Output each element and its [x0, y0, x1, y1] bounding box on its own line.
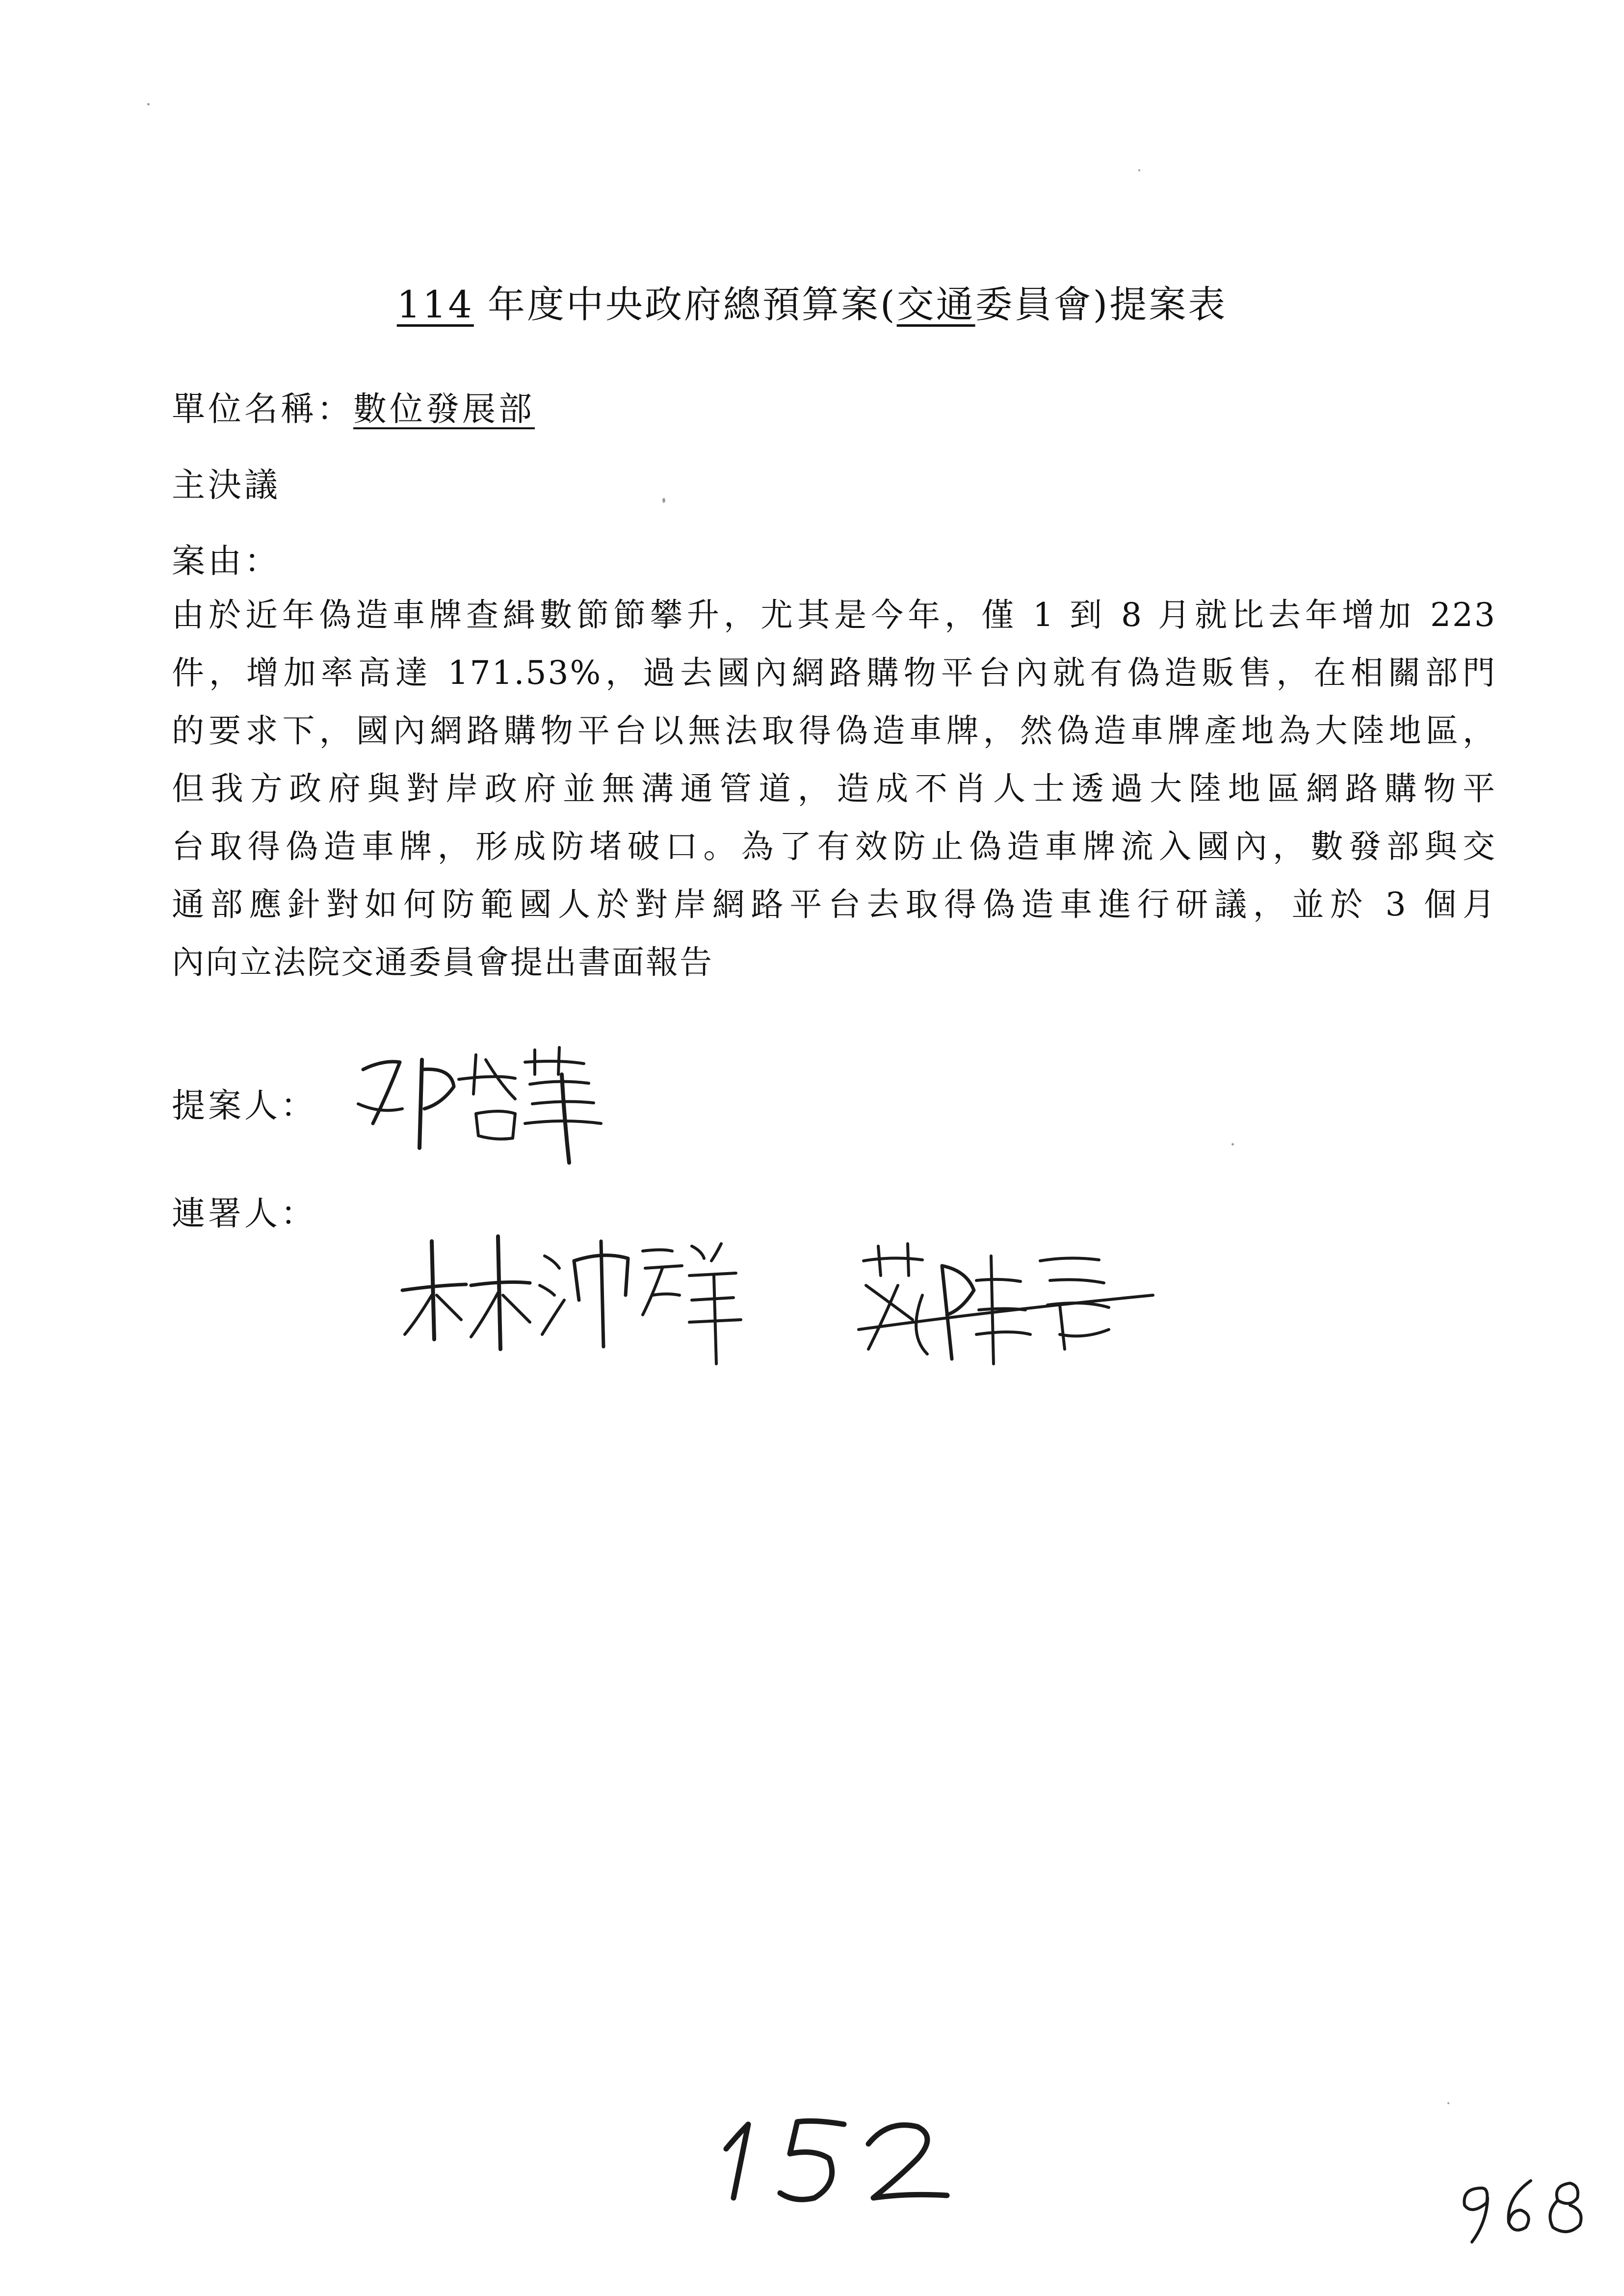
reason-line: 通部應針對如何防範國人於對岸網路平台去取得偽造車進行研議，並於 3 個月 — [172, 886, 1496, 923]
reason-line: 台取得偽造車牌，形成防堵破口。為了有效防止偽造車牌流入國內，數發部與交 — [172, 828, 1496, 865]
cosigner-signature-2 — [854, 1236, 1158, 1374]
title-year: 114 — [396, 283, 474, 326]
unit-value: 數位發展部 — [353, 390, 535, 429]
reason-label: 案由： — [172, 542, 281, 581]
reason-line: 件，增加率高達 171.53%，過去國內網路購物平台內就有偽造販售，在相關部門 — [172, 654, 1496, 692]
scan-speck — [662, 498, 665, 503]
scan-speck — [1447, 2102, 1449, 2104]
reason-body — [172, 586, 1496, 991]
reason-line: 的要求下，國內網路購物平台以無法取得偽造車牌，然偽造車牌產地為大陸地區， — [172, 712, 1496, 750]
corner-number-mark — [1452, 2168, 1599, 2247]
decision-label: 主決議 — [172, 466, 281, 505]
page-number-mark — [711, 2105, 957, 2213]
proposer-signature — [353, 1040, 608, 1168]
cosigner-signature-1 — [397, 1222, 751, 1369]
title-mid: 年度中央政府總預算案( — [473, 283, 897, 326]
proposer-label: 提案人： — [172, 1087, 317, 1125]
title-committee: 交通 — [896, 283, 975, 326]
unit-label: 單位名稱： — [172, 390, 354, 429]
reason-line: 內向立法院交通委員會提出書面報告 — [172, 943, 713, 981]
scan-speck — [147, 103, 150, 105]
title-end: 委員會)提案表 — [975, 283, 1228, 326]
unit-line — [172, 383, 535, 430]
page-title — [0, 275, 1624, 328]
reason-line: 由於近年偽造車牌查緝數節節攀升，尤其是今年，僅 1 到 8 月就比去年增加 223 — [172, 596, 1496, 634]
cosigner-label: 連署人： — [172, 1195, 317, 1233]
scan-speck — [1138, 169, 1140, 171]
reason-line: 但我方政府與對岸政府並無溝通管道，造成不肖人士透過大陸地區網路購物平 — [172, 770, 1496, 808]
scan-speck — [1231, 1143, 1234, 1146]
